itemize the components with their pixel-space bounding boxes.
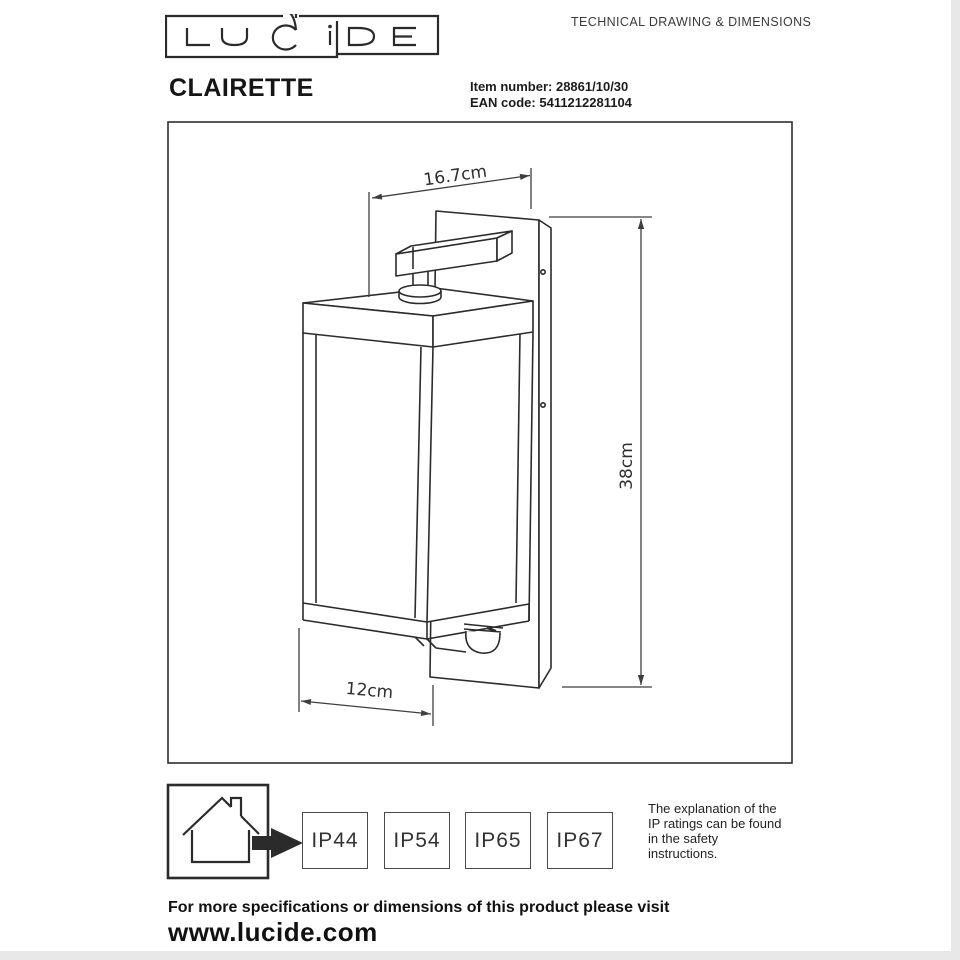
ip-pictogram <box>168 785 303 878</box>
wall-lamp-drawing <box>303 211 551 688</box>
footer-website-link[interactable]: www.lucide.com <box>168 917 378 947</box>
footer-text: For more specifications or dimensions of this product please visit <box>168 899 670 916</box>
dim-label-depth: 16.7cm <box>422 161 489 191</box>
lantern-body <box>303 288 533 653</box>
ip-note <box>648 801 781 861</box>
ip-note-line: The explanation of the <box>648 801 777 816</box>
ip-note-line: IP ratings can be found <box>648 816 782 831</box>
ip-note-line: instructions. <box>648 846 718 861</box>
dim-label-height: 38cm <box>617 442 637 490</box>
dim-label-width: 12cm <box>344 678 394 704</box>
ip-rating-ip67: IP67 <box>547 812 613 869</box>
ean-value: 5411212281104 <box>539 94 632 110</box>
ip-rating-ip54: IP54 <box>384 812 450 869</box>
product-name: CLAIRETTE <box>169 74 314 102</box>
doc-title: TECHNICAL DRAWING & DIMENSIONS <box>571 15 812 29</box>
screw-icon <box>541 403 545 407</box>
dimension-width <box>299 628 433 726</box>
item-number-label: Item number: <box>470 79 553 94</box>
ip-rating-ip44: IP44 <box>302 812 368 869</box>
screw-icon <box>541 270 545 274</box>
ean-label: EAN code: <box>470 94 536 110</box>
ip-rating-ip65: IP65 <box>465 812 531 869</box>
item-number-value: 28861/10/30 <box>555 79 629 94</box>
page-edge-right <box>951 0 960 960</box>
page-edge-bottom <box>0 951 960 960</box>
ip-note-line: in the safety <box>648 831 719 846</box>
